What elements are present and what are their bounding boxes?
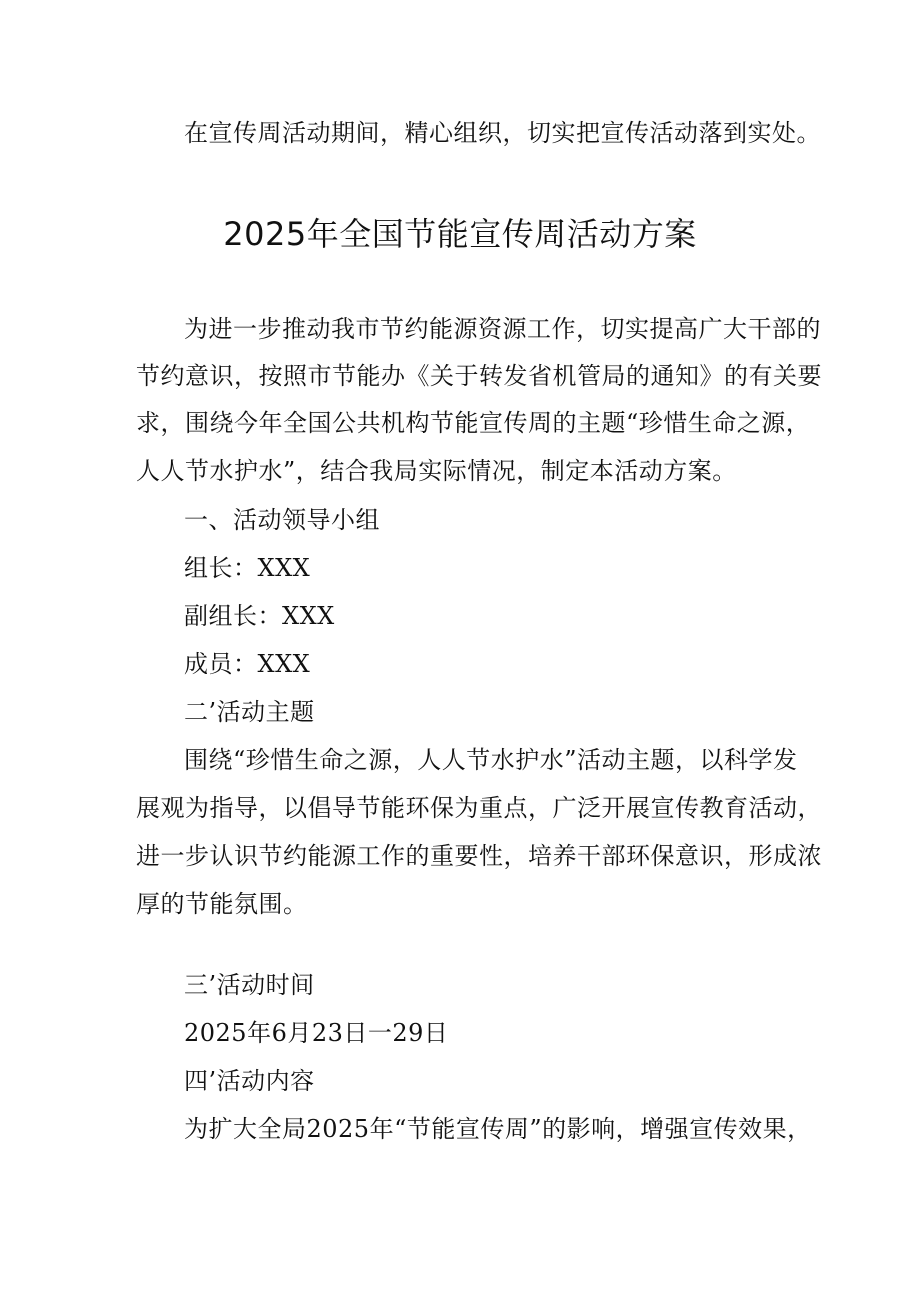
section4-heading: 四’活动内容 [184,1067,315,1095]
section1-members: 成员：XXX [184,650,311,678]
section3-date: 2025年6月23日一29日 [184,1019,449,1047]
section1-leader: 组长：XXX [184,554,311,582]
intro-line-4: 人人节水护水”，结合我局实际情况，制定本活动方案。 [136,457,737,485]
section4-line-1: 为扩大全局2025年“节能宣传周”的影响，增强宣传效果， [184,1115,812,1143]
intro-line-1: 为进一步推动我市节约能源资源工作，切实提高广大干部的 [184,315,821,343]
section1-deputy: 副组长：XXX [184,602,335,630]
section3-heading: 三’活动时间 [184,971,315,999]
document-title: 2025年全国节能宣传周活动方案 [223,215,697,253]
intro-line-3: 求，围绕今年全国公共机构节能宣传周的主题“珍惜生命之源， [136,409,811,437]
section2-line-2: 展观为指导，以倡导节能环保为重点，广泛开展宣传教育活动， [136,794,822,822]
carryover-paragraph: 在宣传周活动期间，精心组织，切实把宣传活动落到实处。 [184,119,821,147]
section2-line-1: 围绕“珍惜生命之源，人人节水护水”活动主题，以科学发 [184,746,798,774]
section2-line-3: 进一步认识节约能源工作的重要性，培养干部环保意识，形成浓 [136,842,822,870]
section2-line-4: 厚的节能氛围。 [136,890,308,918]
intro-line-2: 节约意识，按照市节能办《关于转发省机管局的通知》的有关要 [136,362,822,390]
section2-heading: 二’活动主题 [184,698,315,726]
section1-heading: 一、活动领导小组 [184,506,380,534]
